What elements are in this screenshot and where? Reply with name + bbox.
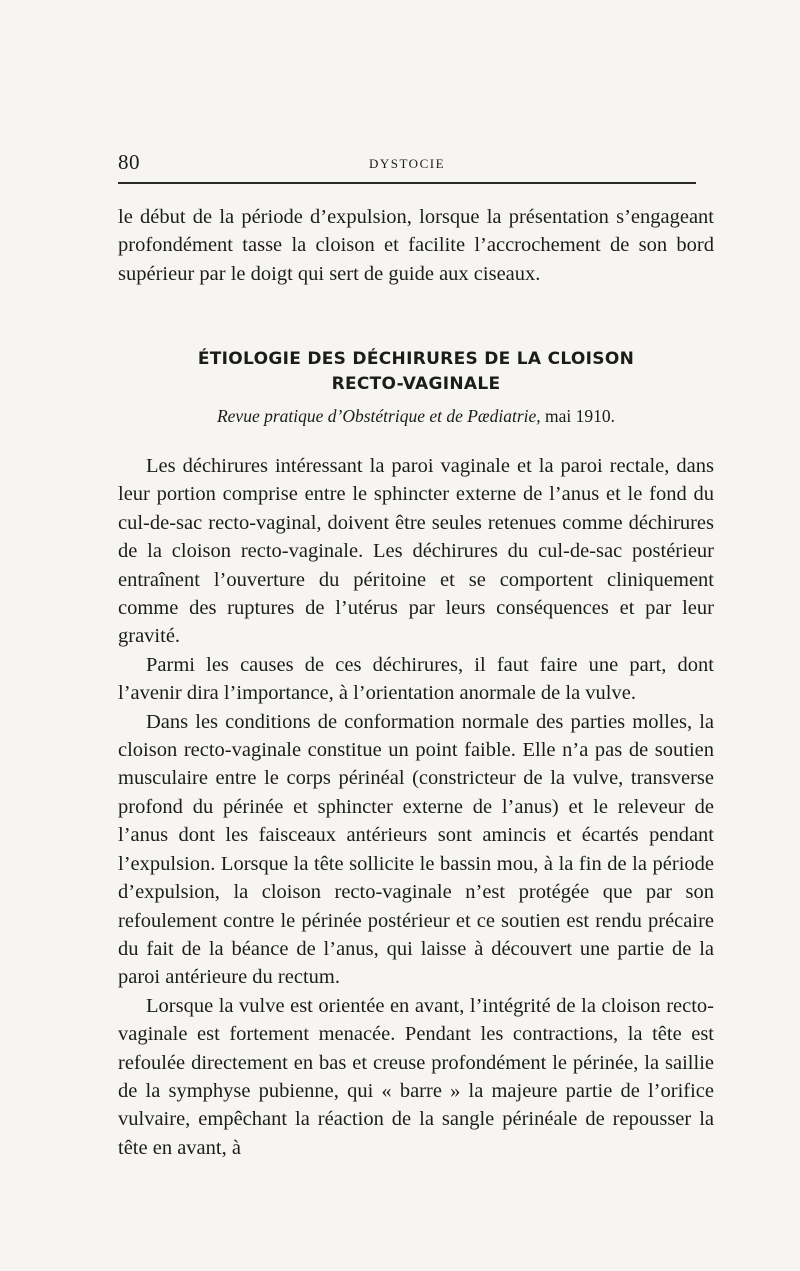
header-rule xyxy=(118,182,696,184)
body-paragraph-2: Parmi les causes de ces déchirures, il faut faire une part, dont l’avenir dira l’importance, à l’orientation anormale de la vulve. xyxy=(118,653,714,705)
body-paragraph-1: Les déchirures intéressant la paroi vaginale et la paroi rectale, dans leur portion comprise entre le sphincter externe de l’anus et le fond du cul-de-sac recto-vaginal, doivent être seules retenues comme déchirures de la cloison recto-vaginale. Les déchirures du cul-de-sac postérieur entraînent l’ouverture du péritoine et se comportent cliniquement comme des ruptures de l’utérus par leurs conséquences et par leur gravité. xyxy=(118,455,714,648)
source-date: mai 1910. xyxy=(545,406,616,426)
body-paragraph-3: Dans les conditions de conformation normale des parties molles, la cloison recto-vaginale constitue un point faible. Elle n’a pas de soutien musculaire entre le corps périnéal (constricteur de la vulve, transverse profond du périnée et sphincter externe de l’anus) et le releveur de l’anus dont les faisceaux antérieurs sont amincis et écartés pendant l’expulsion. Lorsque la tête sollicite le bassin mou, à la fin de la période d’expulsion, la cloison recto-vaginale n’est protégée que par son refoulement contre le périnée postérieur et ce soutien est rendu précaire du fait de la béance de l’anus, qui laisse à découvert une partie de la paroi antérieure du rectum. xyxy=(118,710,714,989)
source-journal: Revue pratique d’Obstétrique et de Pædiatrie, xyxy=(216,406,541,426)
article-title-line-2: RECTO-VAGINALE xyxy=(331,374,501,394)
article-title xyxy=(118,347,714,397)
page-number: 80 xyxy=(118,150,140,174)
article-body xyxy=(118,452,714,1162)
body-paragraph-4: Lorsque la vulve est orientée en avant, l’intégrité de la cloison recto-vaginale est fortement menacée. Pendant les contractions, la tête est refoulée directement en bas et creuse profondément le périnée, la saillie de la symphyse pubienne, qui « barre » la majeure partie de l’orifice vulvaire, empêchant la réaction de la sangle périnéale de repousser la tête en avant, à xyxy=(118,994,714,1159)
running-head xyxy=(118,150,696,180)
running-title: DYSTOCIE xyxy=(368,156,446,171)
article-title-line-1: ÉTIOLOGIE DES DÉCHIRURES DE LA CLOISON xyxy=(197,349,635,369)
continuation-paragraph xyxy=(118,203,714,288)
paragraph-text: le début de la période d’expulsion, lorsque la présentation s’engageant profondément tasse la cloison et facilite l’accrochement de son bord supérieur par le doigt qui sert de guide aux ciseaux. xyxy=(118,206,714,285)
article-source xyxy=(118,404,714,428)
